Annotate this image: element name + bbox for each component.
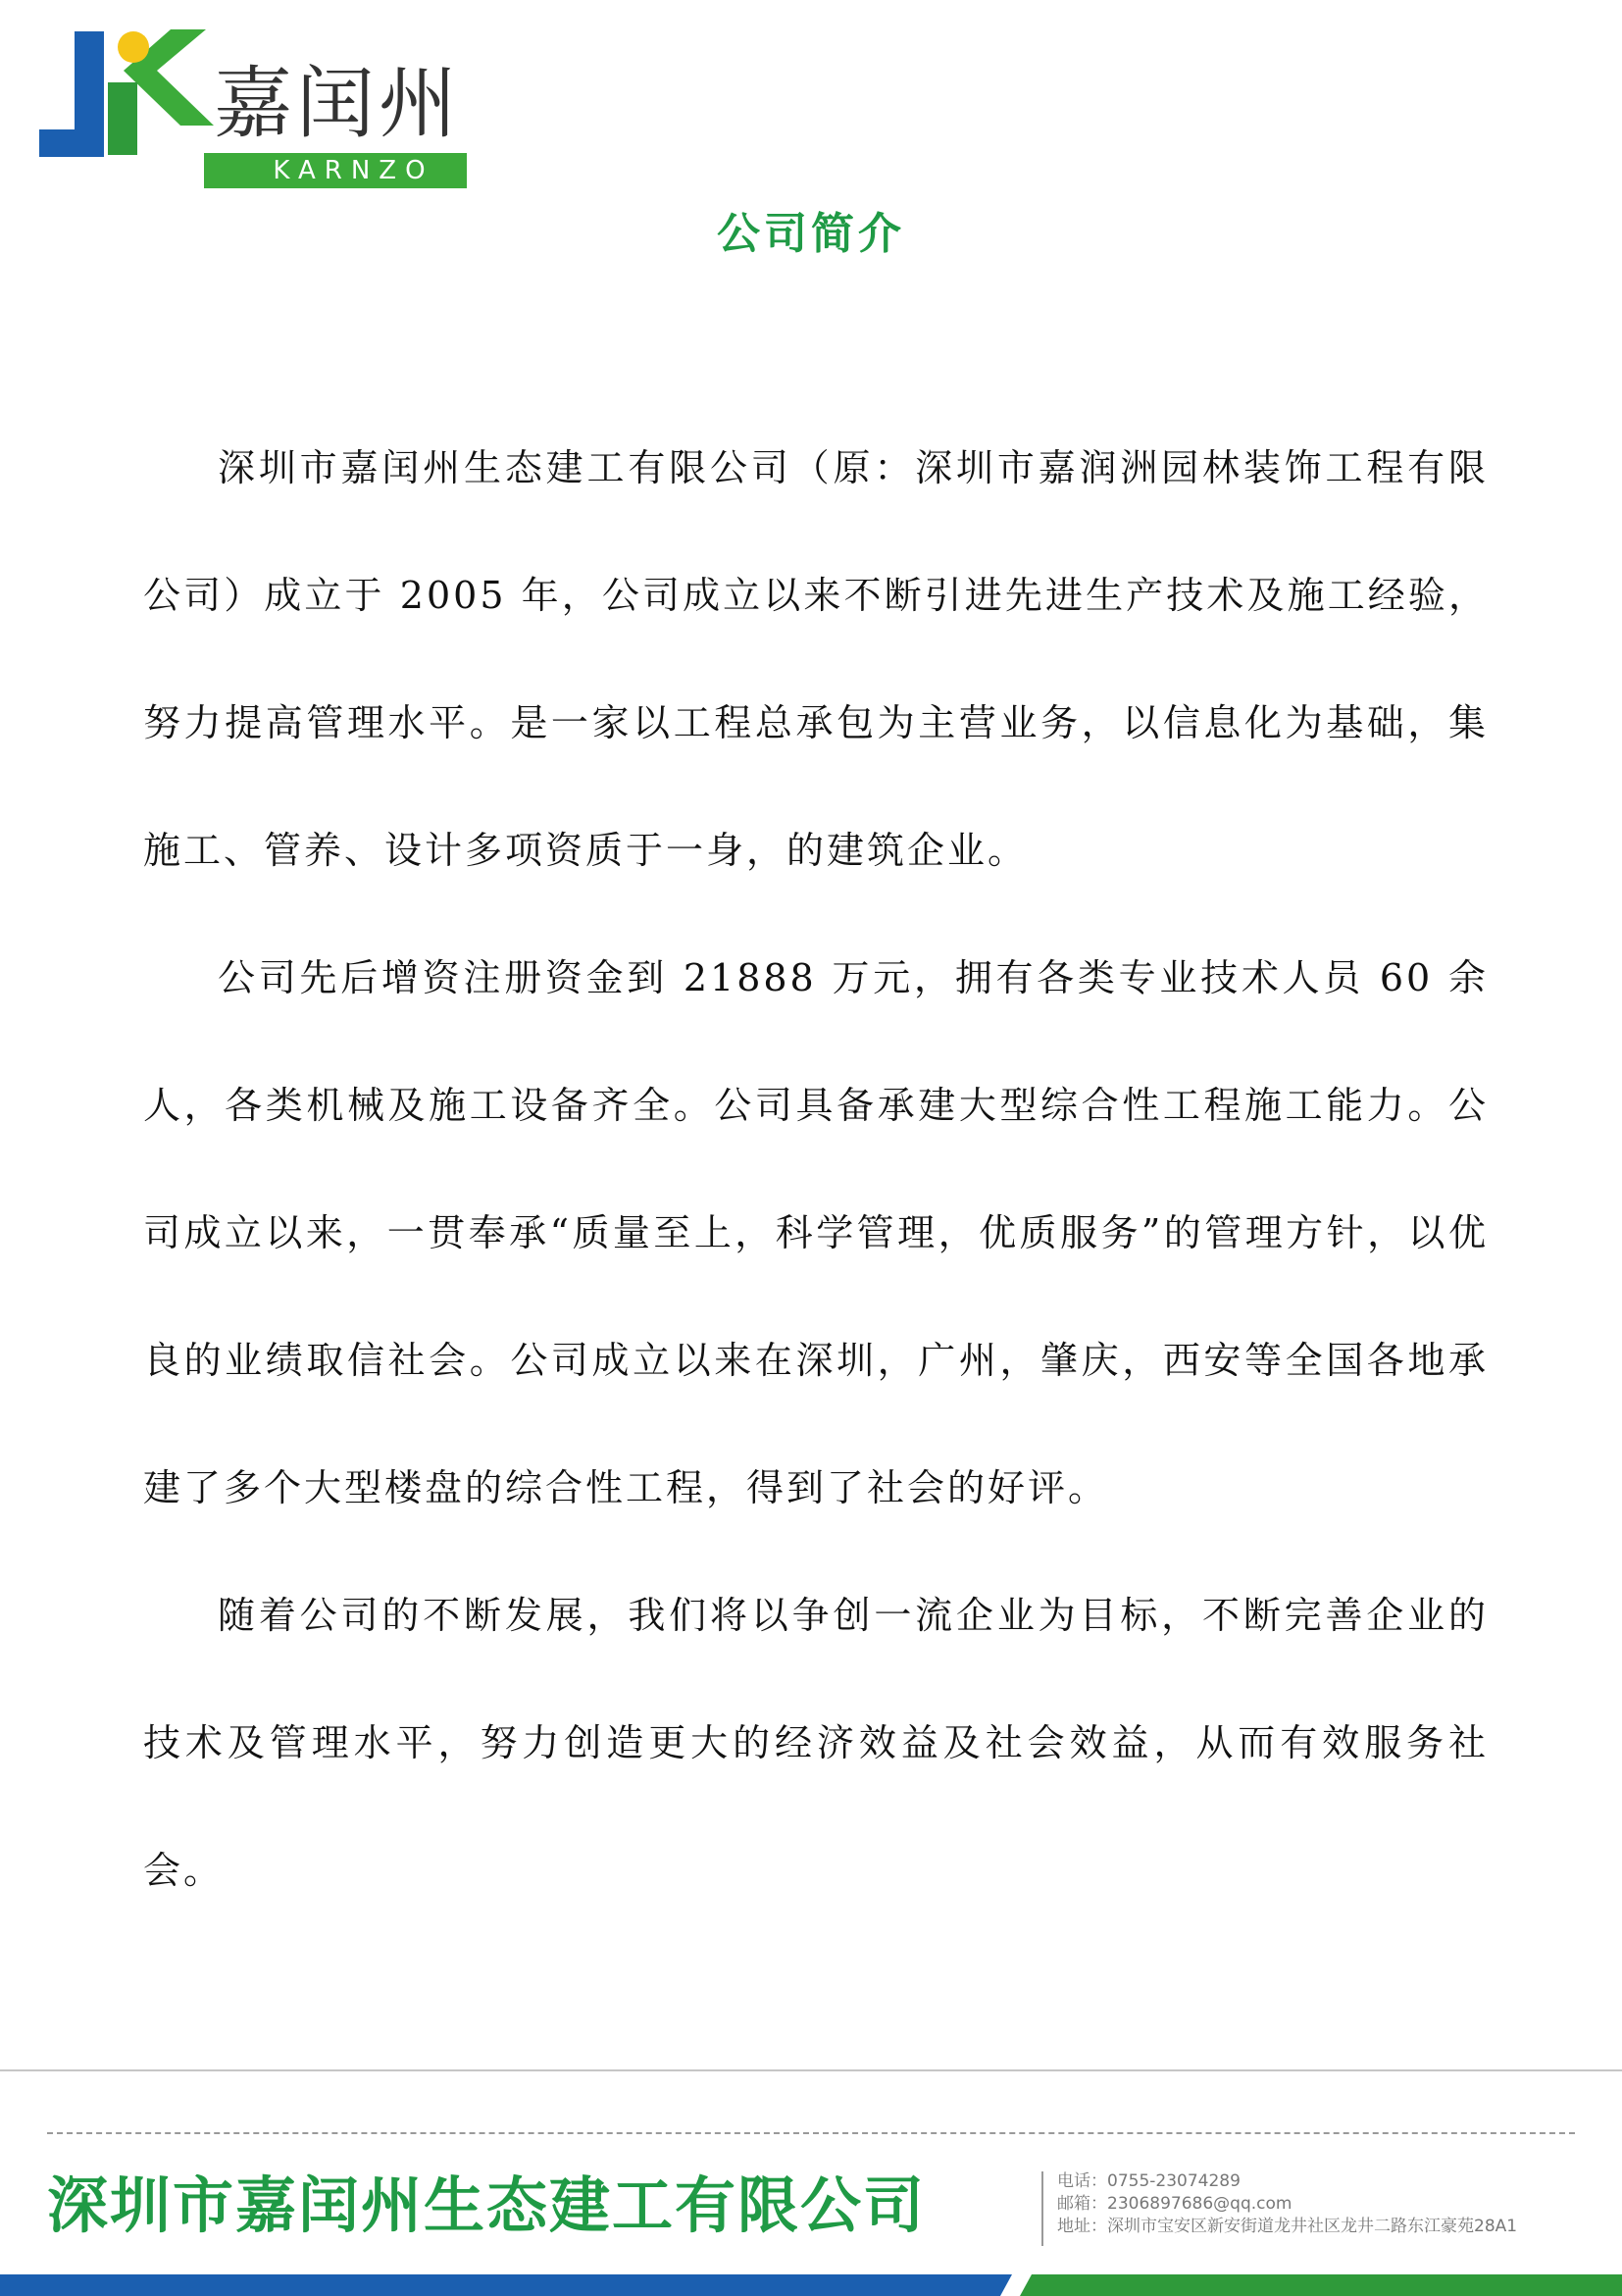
- body-text: [143, 404, 1489, 1934]
- paragraph-intro: 深圳市嘉闰州生态建工有限公司（原：深圳市嘉润洲园林装饰工程有限公司）成立于 2005 年，公司成立以来不断引进先进生产技术及施工经验，努力提高管理水平。是一家以工程总承包为主营业务，以信息化为基础，集施工、管养、设计多项资质于一身，的建筑企业。: [143, 446, 1489, 872]
- page-title: 公司简介: [717, 209, 905, 259]
- logo-english-name: KARNZO: [273, 156, 434, 185]
- footer-dashed-divider: [47, 2132, 1575, 2134]
- logo-chinese-name: 嘉闰州: [214, 58, 461, 149]
- company-logo: [39, 27, 471, 194]
- footer-address: 地址：深圳市宝安区新安街道龙井社区龙井二路东江豪苑28A1: [1057, 2217, 1518, 2236]
- footer-email: 邮箱：2306897686@qq.com: [1057, 2194, 1293, 2214]
- footer-vertical-divider: [1041, 2171, 1043, 2246]
- footer-color-bars: [0, 2269, 1622, 2296]
- footer: [0, 2069, 1622, 2296]
- paragraph-capital: 公司先后增资注册资金到 21888 万元，拥有各类专业技术人员 60 余人，各类机械及施工设备齐全。公司具备承建大型综合性工程施工能力。公司成立以来，一贯奉承“质量至上，科学管理，优质服务”的管理方针，以优良的业绩取信社会。公司成立以来在深圳，广州，肇庆，西安等全国各地承建了多个大型楼盘的综合性工程，得到了社会的好评。: [143, 956, 1489, 1509]
- footer-contacts: [1057, 2170, 1517, 2238]
- footer-phone: 电话：0755-23074289: [1057, 2171, 1241, 2191]
- paragraph-future: 随着公司的不断发展，我们将以争创一流企业为目标，不断完善企业的技术及管理水平，努力创造更大的经济效益及社会效益，从而有效服务社会。: [143, 1594, 1489, 1892]
- footer-company-name: 深圳市嘉闰州生态建工有限公司: [47, 2169, 927, 2241]
